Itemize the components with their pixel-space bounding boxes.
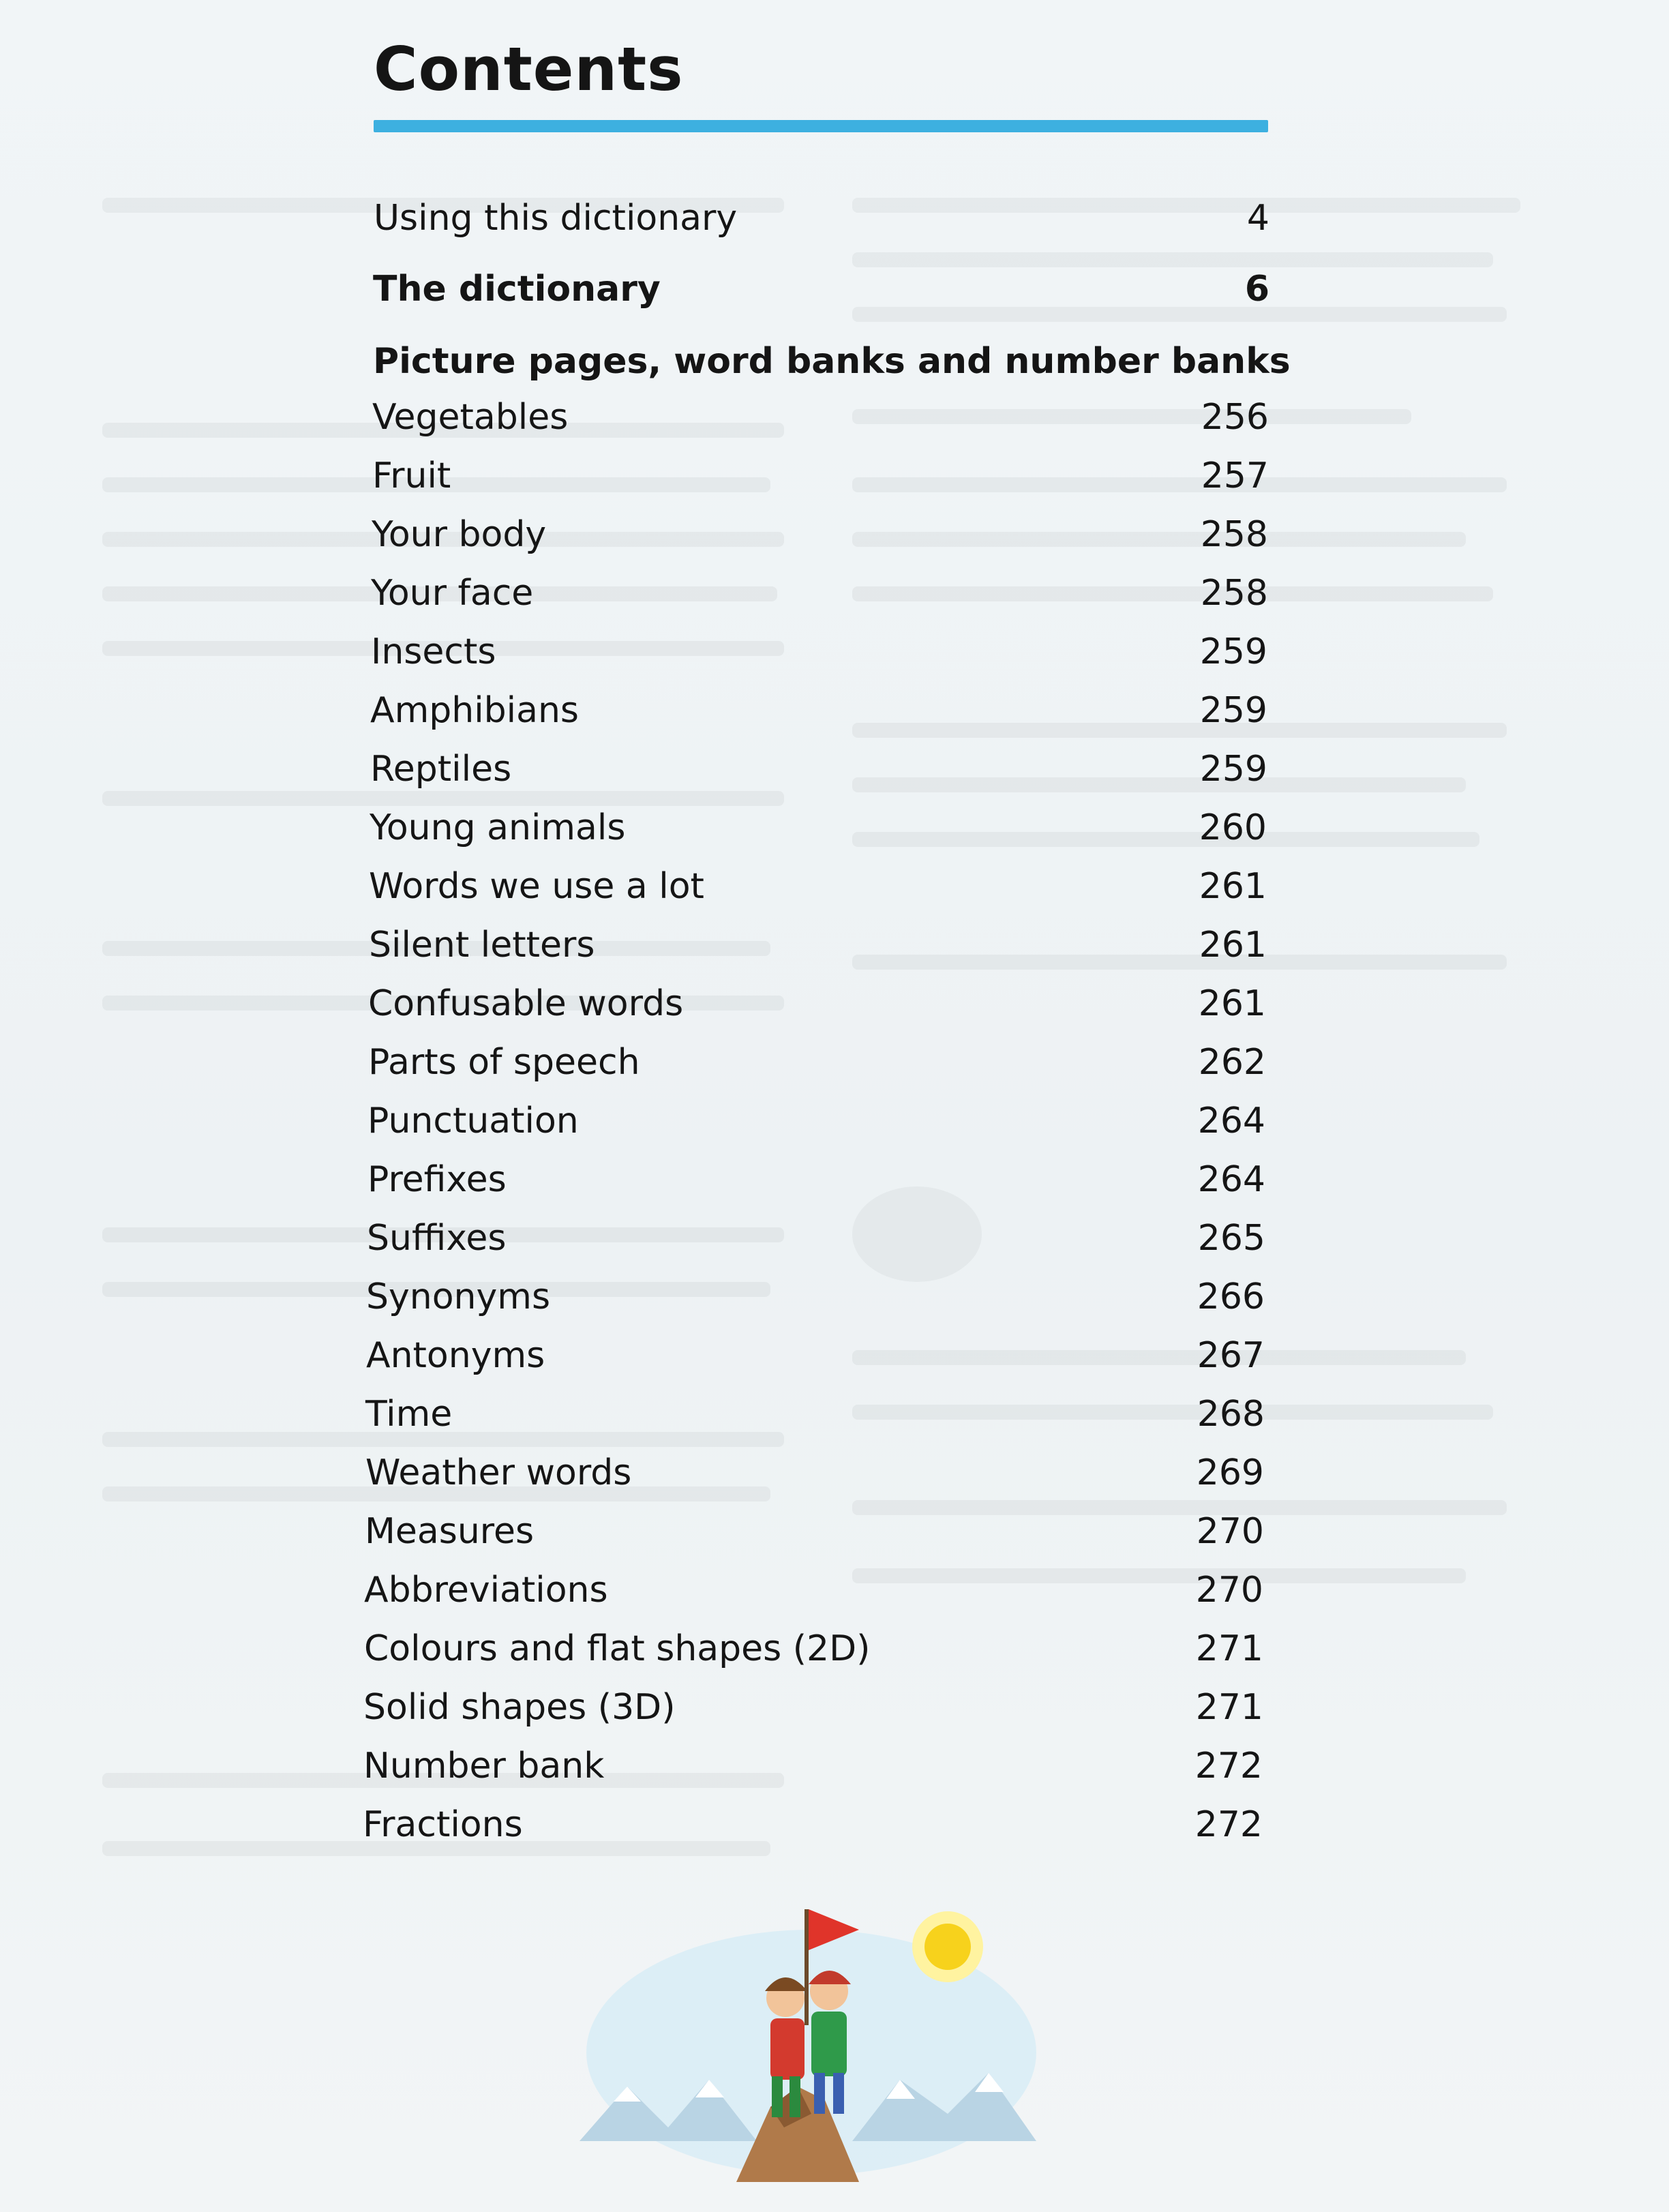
toc-entry [364,1628,1263,1676]
toc-entry [363,1687,1263,1735]
toc-entry-label: Fruit [372,455,451,496]
toc-entry-page-number: 269 [1196,1452,1264,1493]
toc-entry-page-number: 272 [1194,1746,1263,1787]
toc-entry-page-number: 258 [1200,573,1268,614]
toc-entry-label: Fractions [363,1804,523,1845]
toc-entry [366,1276,1265,1324]
toc-entry [370,690,1267,738]
toc-entry-page-number: 271 [1195,1628,1263,1669]
toc-entry-page-number: 258 [1200,514,1268,555]
toc-entry [365,1452,1264,1500]
toc-entry-page-number: 259 [1199,690,1267,731]
toc-entry-label: Insects [371,631,496,672]
toc-entry [366,1335,1265,1383]
toc-entry-page-number: 268 [1197,1394,1265,1435]
toc-entry [365,1394,1265,1441]
toc-entry-label: Silent letters [369,925,595,966]
toc-entry-page-number: 6 [1244,269,1269,310]
toc-entry-page-number: 261 [1199,866,1267,907]
toc-entry-label: Your body [372,514,547,555]
toc-entry-label: Suffixes [367,1218,507,1259]
toc-entry-page-number: 270 [1195,1570,1263,1611]
toc-entry [372,455,1269,503]
toc-entry-label: Punctuation [367,1101,579,1141]
toc-entry [371,573,1268,621]
toc-entry-page-number: 260 [1199,807,1267,848]
toc-entry-page-number: 270 [1196,1511,1264,1552]
toc-entry [363,1746,1263,1793]
toc-entry-page-number: 257 [1201,455,1269,496]
toc-entry-label: Measures [365,1511,535,1552]
toc-entry-page-number: 262 [1198,1042,1266,1083]
toc-entry [370,807,1267,855]
toc-entry-page-number: 256 [1201,397,1269,438]
toc-entry-page-number: 261 [1199,925,1267,966]
toc-entry [374,198,1269,245]
toc-entry [367,1218,1265,1266]
toc-entry [367,1101,1265,1148]
toc-entry-label: Young animals [370,807,626,848]
toc-entry-page-number: 267 [1197,1335,1265,1376]
toc-entry [364,1570,1263,1617]
toc-entry-label: Confusable words [368,983,684,1024]
toc-entry-page-number: 259 [1199,631,1267,672]
toc-entry-page-number: 264 [1197,1101,1265,1141]
toc-entry-label: Amphibians [370,690,580,731]
toc-entry-label: Solid shapes (3D) [363,1687,676,1728]
toc-entry-label: Number bank [363,1746,605,1787]
toc-entry [369,866,1267,914]
toc-entry-label: Antonyms [366,1335,545,1376]
toc-entry-page-number: 271 [1195,1687,1263,1728]
toc-entry [368,1042,1266,1090]
toc-entry [365,1511,1264,1559]
toc-entry-label: Abbreviations [364,1570,608,1611]
toc-entry-label: Weather words [365,1452,632,1493]
toc-entry-label: Parts of speech [368,1042,640,1083]
toc-entry-page-number: 261 [1198,983,1266,1024]
toc-entry-page-number: 4 [1246,198,1269,239]
toc-entry [368,983,1266,1031]
toc-entry [367,1159,1265,1207]
toc-entry-page-number: 265 [1197,1218,1265,1259]
toc-entry [370,749,1267,796]
toc-entry-page-number: 272 [1194,1804,1263,1845]
toc-entry [363,1804,1263,1852]
title-underline [374,120,1268,132]
toc-entry-page-number: 259 [1199,749,1267,790]
page-title: Contents [374,34,684,104]
toc-entry [373,269,1269,316]
toc-entry-label: Colours and flat shapes (2D) [364,1628,871,1669]
toc-entry-label: Reptiles [370,749,512,790]
toc-entry [372,397,1269,445]
toc-entry-label: Prefixes [367,1159,507,1200]
toc-entry-page-number: 266 [1197,1276,1265,1317]
toc-entry-label: Vegetables [372,397,569,438]
toc-entry [371,631,1267,679]
toc-entry-label: Time [365,1394,453,1435]
toc-entry-label: Picture pages, word banks and number banks [373,341,1291,382]
toc-entry [369,925,1267,972]
toc-entry-label: Synonyms [366,1276,551,1317]
toc-entry-label: The dictionary [373,269,661,310]
mountain-climbers-illustration [566,1882,1043,2182]
toc-entry-label: Using this dictionary [374,198,738,239]
toc-entry-page-number: 264 [1197,1159,1265,1200]
toc-entry-label: Words we use a lot [369,866,704,907]
toc-entry [372,514,1268,562]
toc-entry [373,341,1291,389]
toc-entry-label: Your face [371,573,534,614]
